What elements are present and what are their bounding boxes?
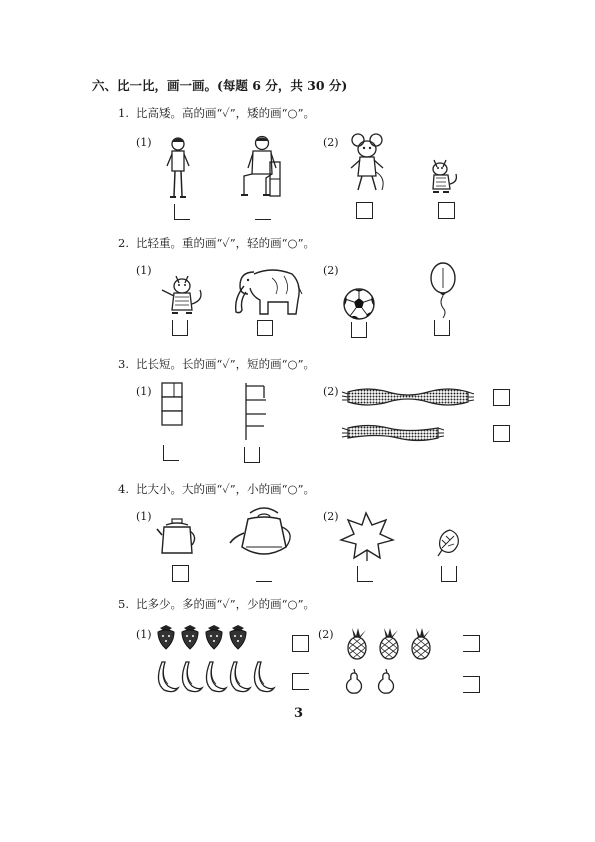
- answer-box[interactable]: [172, 565, 189, 582]
- seated-man-icon: [240, 134, 284, 200]
- answer-box[interactable]: [292, 673, 309, 690]
- banana-icon: [228, 660, 252, 694]
- leaf-icon: [340, 512, 394, 562]
- pineapple-icon: [408, 626, 434, 660]
- kettle-icon: [230, 503, 298, 563]
- pear-icon: [344, 668, 364, 694]
- q3-prompt: 比长短。长的画“✓”，短的画“○”。: [136, 357, 315, 371]
- answer-box[interactable]: [256, 566, 272, 582]
- q5-number: 5.: [118, 597, 129, 611]
- kettle-icon: [156, 517, 198, 557]
- answer-box[interactable]: [434, 320, 450, 336]
- soccer-ball-icon: [343, 288, 375, 320]
- section-title: 六、比一比，画一画。(每题 6 分，共 30 分): [92, 78, 348, 93]
- q1-label-2: (2): [323, 136, 339, 149]
- q2-prompt: 比轻重。重的画“✓”，轻的画“○”。: [136, 236, 315, 250]
- pineapple-icon: [344, 626, 370, 660]
- answer-box[interactable]: [174, 204, 190, 220]
- answer-box[interactable]: [463, 676, 480, 693]
- answer-box[interactable]: [463, 635, 480, 652]
- q3-label-1: (1): [136, 385, 152, 398]
- page-number: 3: [294, 706, 304, 721]
- box-stack-icon: [160, 382, 184, 440]
- answer-box[interactable]: [292, 635, 309, 652]
- answer-box[interactable]: [356, 202, 373, 219]
- answer-box[interactable]: [257, 320, 273, 336]
- q5-label-1: (1): [136, 628, 152, 641]
- q4-label-1: (1): [136, 510, 152, 523]
- answer-box[interactable]: [351, 322, 367, 338]
- answer-box[interactable]: [163, 445, 179, 461]
- q2-number: 2.: [118, 236, 129, 250]
- ladder-icon: [240, 382, 270, 442]
- q5-label-2: (2): [318, 628, 334, 641]
- elephant-icon: [232, 264, 304, 320]
- answer-box[interactable]: [493, 389, 510, 406]
- strawberry-icon: [180, 624, 200, 650]
- banana-icon: [252, 660, 276, 694]
- answer-box[interactable]: [493, 425, 510, 442]
- answer-box[interactable]: [244, 447, 260, 463]
- q1-label-1: (1): [136, 136, 152, 149]
- answer-box[interactable]: [255, 204, 271, 220]
- q2-label-2: (2): [323, 264, 339, 277]
- long-scarf-icon: [342, 386, 474, 408]
- answer-box[interactable]: [172, 320, 188, 336]
- cat-icon: [428, 156, 460, 196]
- q2-label-1: (1): [136, 264, 152, 277]
- banana-icon: [204, 660, 228, 694]
- leaf-icon: [436, 528, 462, 558]
- q1-number: 1.: [118, 106, 129, 120]
- answer-box[interactable]: [438, 202, 455, 219]
- boy-icon: [164, 136, 192, 200]
- balloon-icon: [428, 262, 458, 318]
- q4-prompt: 比大小。大的画“✓”，小的画“○”。: [136, 482, 315, 496]
- banana-icon: [180, 660, 204, 694]
- q3-label-2: (2): [323, 385, 339, 398]
- mouse-icon: [346, 132, 388, 194]
- banana-icon: [156, 660, 180, 694]
- answer-box[interactable]: [441, 566, 457, 582]
- q3-number: 3.: [118, 357, 129, 371]
- cat-icon: [158, 270, 208, 316]
- strawberry-icon: [204, 624, 224, 650]
- short-scarf-icon: [342, 423, 444, 443]
- q1-prompt: 比高矮。高的画“✓”，矮的画“○”。: [136, 106, 315, 120]
- strawberry-icon: [228, 624, 248, 650]
- strawberry-icon: [156, 624, 176, 650]
- q4-label-2: (2): [323, 510, 339, 523]
- q4-number: 4.: [118, 482, 129, 496]
- pear-icon: [376, 668, 396, 694]
- answer-box[interactable]: [357, 566, 373, 582]
- q5-prompt: 比多少。多的画“✓”，少的画“○”。: [136, 597, 315, 611]
- pineapple-icon: [376, 626, 402, 660]
